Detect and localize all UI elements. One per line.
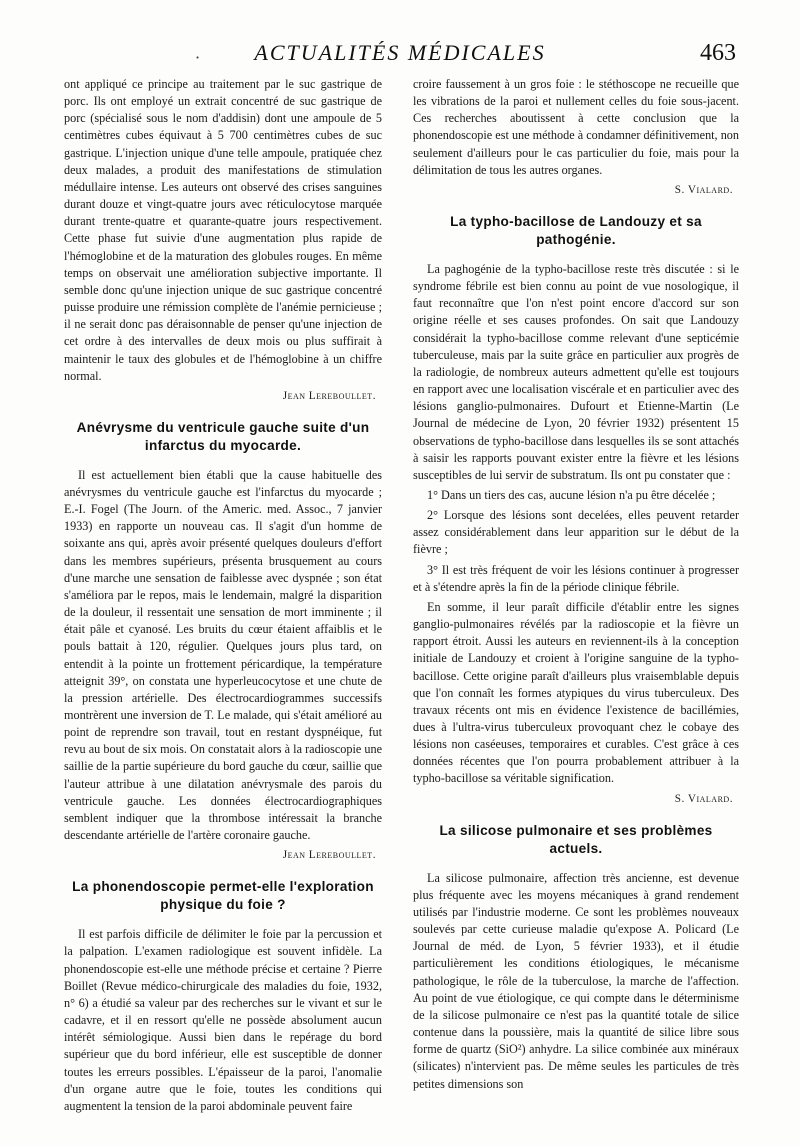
- signature-lereboullet-1: Jean Lereboullet.: [282, 389, 376, 402]
- page-number: 463: [700, 40, 736, 66]
- list-item: 1° Dans un tiers des cas, aucune lésion n'a pu être décelée ;: [427, 487, 716, 502]
- article-typho-text: La paghogénie de la typho-bacillose reste très discutée : si le syndrome fébrile est bien connu au point de vue nosologique, il faut reconnaître que l'on n'est point encore d'accord sur son origine réelle et ses causes profondes. On sait que Landouzy considérait la typho-bacillose comme relevant d'une septicémie tuberculeuse, mais par la suite grâce en particulier aux progrès de la radiologie, de nombreux auteurs admettent qu'elle est toujours en rapport avec une localisation viscérale et en particulier avec des lésions ganglio-pulmonaires. Dufourt et Etienne-Martin (Le Journal de médecine de Lyon, 20 février 1932) présentent 15 observations de typho-bacillose dans lesquelles ils se sont attachés à saisir les rapports pouvant exister entre la fièvre et les lésions susceptibles de lui servir de substratum. Ils ont pu constater que :: [413, 261, 739, 482]
- article-anemia-text: ont appliqué ce principe au traitement par le suc gastrique de porc. Ils ont employé un extrait concentré de suc gastrique de porc (spécialisé sous le nom d'addisin) dont une ampoule de 5 centimètres cubes équivaut à 5 700 centimètres cubes de suc gastrique. L'injection unique d'une telle ampoule, pratiquée chez deux malades, a produit des manifestations de stimulation médullaire intense. Les auteurs ont observé des crises sanguines durant douze et vingt-quatre jours avec réticulocytose marquée durant trente-quatre et quarante-quatre jours respectivement. Cette phase fut suivie d'une augmentation plus rapide de l'hémoglobine et de la maturation des globules rouges. En même temps on observait une amélioration subjective importante. Il semble donc qu'une injection unique de suc gastrique concentré puisse produire une rémission complète de l'anémie pernicieuse ; il ne serait donc pas déraisonnable de penser qu'une injection de cet ordre à des intervalles de deux mois ou plus suffirait à maintenir le taux des globules et de l'hémoglobine à un chiffre normal.: [64, 77, 382, 383]
- article-anevrysme-text: Il est actuellement bien établi que la cause habituelle des anévrysmes du ventricule gauche est l'infarctus du myocarde ; E.-I. Fogel (The Journ. of the Americ. med. Assoc., 7 janvier 1933) en rapporte un nouveau cas. Il s'agit d'un homme de soixante ans qui, après avoir présenté quelques douleurs d'effort dans les membres supérieurs, présenta brusquement au cours d'une marche une sensation de faiblesse avec dyspnée ; son état s'améliora par le repos, mais le lendemain, malgré la disparition de la douleur, il ressentait une sensation de mort imminente ; il était pâle et cyanosé. Les bruits du cœur étaient affaiblis et le pouls battait à 120, régulier. Quelques jours plus tard, on entendit à la pointe un frottement péricardique, la température atteignit 39°, on constata une hyperleucocytose et une chute de la pression artérielle. Des électrocardiogrammes successifs montrèrent une inversion de T. Le malade, qui s'était amélioré au point de reprendre son travail, tout en restant dyspnéique, fut revu au bout de six mois. On constatait alors à la radioscopie une saillie de la partie supérieure du bord gauche du cœur, saillie que l'auteur attribue à une dilatation anévrysmale des parois du ventricule gauche. Les données électrocardiographiques semblent indiquer que la thrombose intéressait la branche descendante artérielle de l'artère coronaire gauche.: [64, 467, 382, 843]
- article-title-anevrysme: Anévrysme du ventricule gauche suite d'un infarctus du myocarde.: [76, 419, 370, 453]
- left-column: [64, 76, 382, 1118]
- signature-lereboullet-2: Jean Lereboullet.: [282, 849, 376, 862]
- signature-vialard-1: S. Vialard.: [674, 183, 733, 196]
- article-phonendoscopie-continued: croire faussement à un gros foie : le stéthoscope ne recueille que les vibrations de la paroi et nullement celles du foie sous-jacent. Ces recherches aboutissent à cette conclusion que la phonendoscopie est une méthode à condamner définitivement, non seulement d'ailleurs pour le cas particulier du foie, mais pour la délimitation de tous les autres organes.: [413, 77, 739, 177]
- header-dot: ·: [195, 48, 201, 67]
- article-title-phonendoscopie: La phonendoscopie permet-elle l'exploration physique du foie ?: [72, 879, 374, 913]
- article-phonendoscopie-text: Il est parfois difficile de délimiter le foie par la percussion et la palpation. L'examen radiologique est souvent infidèle. La phonendoscopie est-elle une méthode précise et certaine ? Pierre Boillet (Revue médico-chirurgicale des maladies du foie, 1932, n° 6) a étudié sa valeur par des recherches sur le vivant et sur le cadavre, et il en ressort qu'elle ne possède absolument aucun intérêt sémiologique. Aussi bien dans le repérage du bord supérieur que du bord inférieur, elle est susceptible de donner toutes les erreurs possibles. L'épaisseur de la paroi, l'anomalie d'un organe autre que le foie, toutes les conditions qui augmentent la tension de la paroi abdominale peuvent faire: [64, 927, 382, 1113]
- page-header: [64, 40, 736, 70]
- article-silicose-text: La silicose pulmonaire, affection très ancienne, est devenue plus fréquente avec les moyens mécaniques à grand rendement utilisés par l'industrie moderne. Ce sont les problèmes nouveaux soulevés par cette curieuse maladie qu'expose A. Policard (Le Journal de méd. de Lyon, 5 février 1933), et il étudie particulièrement les conditions étiologiques, le mécanisme pathologique, le rôle de la tuberculose, la marche de l'affection. Au point de vue étiologique, ce qui compte dans le déterminisme de la silicose pulmonaire ce n'est pas la quantité totale de silice contenue dans la poussière, mais la quantité de silice libre sous forme de quartz (SiO²) anhydre. La silice combinée aux minéraux (silicates) n'intervient pas. De même seules les particules de très petites dimensions son: [413, 870, 739, 1091]
- running-title: ACTUALITÉS MÉDICALES: [254, 40, 546, 65]
- list-item: 3° Il est très fréquent de voir les lésions continuer à progresser et à s'étendre après la fin de la période clinique fébrile.: [413, 562, 739, 594]
- list-item: 2° Lorsque des lésions sont decelées, elles peuvent retarder assez considérablement dans leur apparition sur le début de la fièvre ;: [413, 508, 739, 557]
- article-title-typho-bacillose: La typho-bacillose de Landouzy et sa pathogénie.: [450, 213, 702, 247]
- right-column: [413, 76, 739, 1096]
- article-typho-conclusion: En somme, il leur paraît difficile d'établir entre les signes ganglio-pulmonaires révélés par la radioscopie et la fièvre un rapport étroit. Aussi les auteurs en reviennent-ils à la conception initiale de Landouzy et croient à l'origine sanguine de la typho-bacillose. Cette origine paraît d'ailleurs plus vraisemblable depuis que l'on connaît les formes atypiques du virus tuberculeux. Des travaux récents ont mis en évidence l'existence de bacillémies, dues à l'ultra-virus tuberculeux provoquant chez le cobaye des lésions non caséeuses, temporaires et curables. C'est grâce à ces données récentes que l'on pourra probablement attribuer à la typho-bacillose sa véritable signification.: [413, 599, 739, 786]
- signature-vialard-2: S. Vialard.: [674, 792, 733, 805]
- article-title-silicose: La silicose pulmonaire et ses problèmes actuels.: [439, 822, 713, 856]
